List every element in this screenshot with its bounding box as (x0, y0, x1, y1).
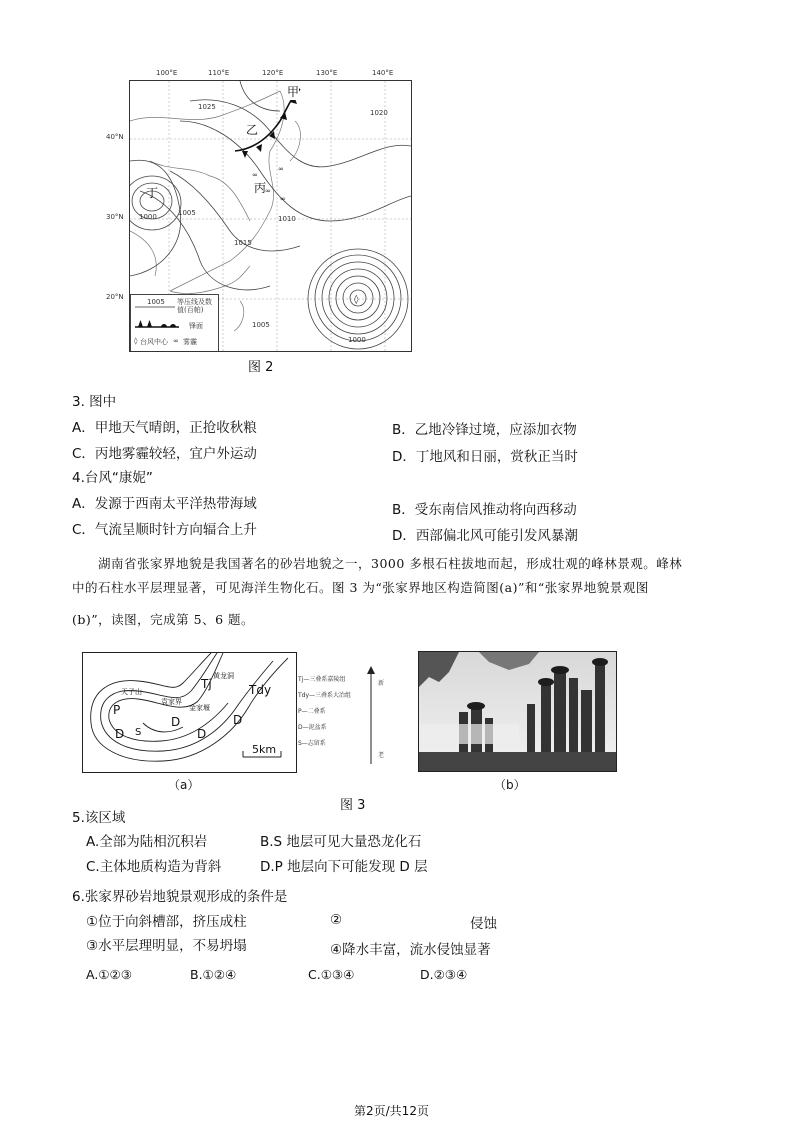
stratum-label: Tj (201, 677, 212, 691)
isobar-label: 1025 (198, 103, 216, 111)
q5-option-d[interactable]: D.P 地层向下可能发现 D 层 (260, 859, 428, 875)
isobar-label: 1005 (178, 209, 196, 217)
lon-label-100: 100°E (156, 69, 178, 77)
legend-isobar-line (135, 305, 175, 309)
q6-statement-4: ④降水丰富，流水侵蚀显著 (330, 942, 491, 958)
q3-stem: 3. 图中 (72, 394, 117, 410)
strata-legend-item: Tdy—三叠系大冶组 (298, 692, 352, 699)
q5-option-a[interactable]: A.全部为陆相沉积岩 (86, 834, 208, 850)
strata-legend-item: S—志留系 (298, 740, 326, 747)
q6-option-a[interactable]: A.①②③ (86, 967, 132, 982)
stratum-label: S (135, 727, 142, 738)
q3-option-c[interactable]: C．丙地雾霾较轻，宜户外运动 (72, 446, 257, 462)
strata-legend-item: Tj—三叠系嘉陵组 (298, 676, 346, 683)
place-label: 黄龙洞 (213, 672, 234, 680)
legend-isobar-text: 等压线及数值(百帕) (177, 298, 212, 314)
isobar-label: 1010 (278, 215, 296, 223)
q3-option-d[interactable]: D．丁地风和日丽，赏秋正当时 (392, 449, 578, 465)
place-label: 袁家界 (161, 698, 182, 706)
q3-option-b[interactable]: B．乙地冷锋过境，应添加衣物 (392, 422, 577, 438)
legend-isobar-value: 1005 (147, 298, 165, 306)
stratum-label: D (171, 715, 181, 729)
legend-front-text: 锋面 (189, 322, 203, 330)
typhoon-center-icon: ◊ (134, 337, 138, 345)
place-yi: 乙 (246, 123, 259, 137)
stratum-label: P (113, 703, 121, 717)
passage-line-1: 湖南省张家界地貌是我国著名的砂岩地貌之一，3000 多根石柱拔地而起，形成壮观的峰林景观。峰林 (98, 556, 683, 571)
arrow-label-old: 老 (378, 752, 385, 759)
sandstone-peaks-image (419, 652, 616, 771)
front-symbol-icon (135, 319, 179, 328)
haze-icon: ∞ (173, 337, 179, 345)
q5-option-b[interactable]: B.S 地层可见大量恐龙化石 (260, 834, 422, 850)
lon-label-130: 130°E (316, 69, 338, 77)
legend-typhoon-text: 台风中心 (140, 338, 168, 346)
lon-label-110: 110°E (208, 69, 230, 77)
place-bing: 丙 (254, 181, 267, 195)
passage-line-3: (b)”，读图，完成第 5、6 题。 (72, 612, 254, 627)
legend-haze-text: 雾霾 (183, 338, 197, 346)
lat-label-20: 20°N (106, 293, 124, 301)
q6-statement-1: ①位于向斜槽部，挤压成柱 (86, 914, 247, 930)
strata-legend-item: P—二叠系 (298, 708, 326, 715)
isobar-label: 1000 (139, 213, 157, 221)
stratum-label: D (115, 727, 125, 741)
q6-stem: 6.张家界砂岩地貌景观形成的条件是 (72, 889, 288, 905)
figure-3a-label: （a） (168, 778, 200, 792)
lat-label-30: 30°N (106, 213, 124, 221)
strata-legend (298, 666, 386, 766)
place-label: 金家堰 (189, 704, 210, 712)
figure-2-caption: 图 2 (248, 360, 274, 375)
stratum-label: Tdy (249, 683, 272, 697)
q6-option-c[interactable]: C.①③④ (308, 967, 355, 982)
place-label: 天子山 (121, 688, 142, 696)
q6-statement-2-end: 侵蚀 (470, 916, 497, 932)
figure-3-caption: 图 3 (340, 798, 366, 813)
q4-option-d[interactable]: D．西部偏北风可能引发风暴潮 (392, 528, 578, 544)
lon-label-140: 140°E (372, 69, 394, 77)
place-ding: 丁 (146, 186, 159, 200)
lon-label-120: 120°E (262, 69, 284, 77)
q6-option-b[interactable]: B.①②④ (190, 967, 237, 982)
scale-label: 5km (252, 743, 277, 756)
svg-text:∞: ∞ (252, 171, 258, 179)
lat-label-40: 40°N (106, 133, 124, 141)
q5-stem: 5.该区域 (72, 810, 126, 826)
map-legend (130, 294, 219, 352)
svg-text:◊: ◊ (354, 295, 359, 305)
place-jia: 甲 (287, 85, 300, 99)
q6-statement-2: ② (330, 912, 343, 928)
page-footer: 第2页/共12页 (354, 1104, 429, 1118)
figure-3b-label: （b） (494, 778, 526, 792)
svg-text:∞: ∞ (278, 165, 284, 173)
figure-3b-landscape-photo (418, 651, 617, 772)
q4-stem: 4.台风“康妮” (72, 470, 153, 486)
q4-option-c[interactable]: C．气流呈顺时针方向辐合上升 (72, 522, 257, 538)
q3-option-a[interactable]: A．甲地天气晴朗，正抢收秋粮 (72, 420, 257, 436)
isobar-label: 1000 (348, 336, 366, 344)
isobar-label: 1015 (234, 239, 252, 247)
weather-map (129, 80, 412, 352)
isobar-label: 1020 (370, 109, 388, 117)
q4-option-b[interactable]: B．受东南信风推动将向西移动 (392, 502, 577, 518)
q4-option-a[interactable]: A．发源于西南太平洋热带海域 (72, 496, 257, 512)
svg-text:∞: ∞ (280, 195, 286, 203)
svg-text:∞: ∞ (265, 187, 271, 195)
q6-statement-3: ③水平层理明显，不易坍塌 (86, 938, 247, 954)
q5-option-c[interactable]: C.主体地质构造为背斜 (86, 859, 222, 875)
figure-3a-structure-map (82, 652, 297, 773)
passage-line-2: 中的石柱水平层理显著，可见海洋生物化石。图 3 为“张家界地区构造简图(a)”和“张家界地貌景观图 (72, 580, 649, 595)
isobar-label: 1005 (252, 321, 270, 329)
stratum-label: D (233, 713, 243, 727)
q6-option-d[interactable]: D.②③④ (420, 967, 468, 982)
arrow-label-new: 新 (378, 680, 385, 687)
strata-legend-item: D—泥盆系 (298, 724, 327, 731)
age-arrow-icon (366, 666, 376, 766)
stratum-label: D (197, 727, 207, 741)
